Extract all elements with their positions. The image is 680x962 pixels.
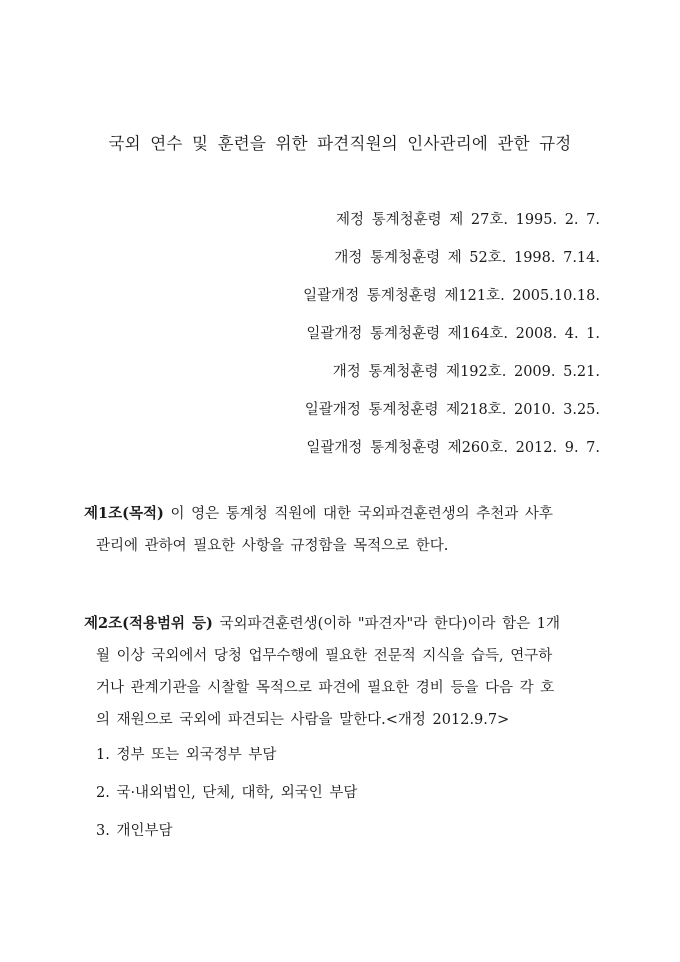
history-entry: 일괄개정 통계청훈령 제218호. 2010. 3.25. xyxy=(304,402,600,418)
article-2-text-2: 월 이상 국외에서 당청 업무수행에 필요한 전문적 지식을 습득, 연구하 xyxy=(96,648,553,664)
history-entry: 제정 통계청훈령 제 27호. 1995. 2. 7. xyxy=(336,212,600,228)
list-item: 2. 국·내외법인, 단체, 대학, 외국인 부담 xyxy=(96,785,358,801)
article-1-line-1 xyxy=(84,498,604,530)
history-entry: 일괄개정 통계청훈령 제164호. 2008. 4. 1. xyxy=(306,326,600,342)
amendment-history xyxy=(180,206,600,472)
article-2-heading: 제2조(적용범위 등) xyxy=(84,615,213,632)
article-1-text-2: 관리에 관하여 필요한 사항을 규정함을 목적으로 한다. xyxy=(96,538,449,554)
history-entry: 개정 통계청훈령 제192호. 2009. 5.21. xyxy=(332,364,600,380)
history-entry: 일괄개정 통계청훈령 제260호. 2012. 9. 7. xyxy=(306,440,600,456)
article-2-text-4: 의 재원으로 국외에 파견되는 사람을 말한다.<개정 2012.9.7> xyxy=(96,712,510,728)
article-2 xyxy=(84,608,604,850)
article-2-items xyxy=(84,736,604,850)
history-entry: 일괄개정 통계청훈령 제121호. 2005.10.18. xyxy=(303,288,600,304)
article-2-text-1: 국외파견훈련생(이하 "파견자"라 한다)이라 함은 1개 xyxy=(219,616,560,632)
document-title: 국외 연수 및 훈련을 위한 파견직원의 인사관리에 관한 규정 xyxy=(108,134,572,153)
history-entry: 개정 통계청훈령 제 52호. 1998. 7.14. xyxy=(334,250,600,266)
article-1 xyxy=(84,498,604,562)
article-1-text-1: 이 영은 통계청 직원에 대한 국외파견훈련생의 추천과 사후 xyxy=(170,506,553,522)
list-item: 1. 정부 또는 외국정부 부담 xyxy=(96,747,277,763)
article-1-heading: 제1조(목적) xyxy=(84,505,164,522)
article-2-line-1 xyxy=(84,608,604,640)
article-2-text-3: 거나 관계기관을 시찰할 목적으로 파견에 필요한 경비 등을 다음 각 호 xyxy=(96,680,555,696)
list-item: 3. 개인부담 xyxy=(96,823,173,839)
